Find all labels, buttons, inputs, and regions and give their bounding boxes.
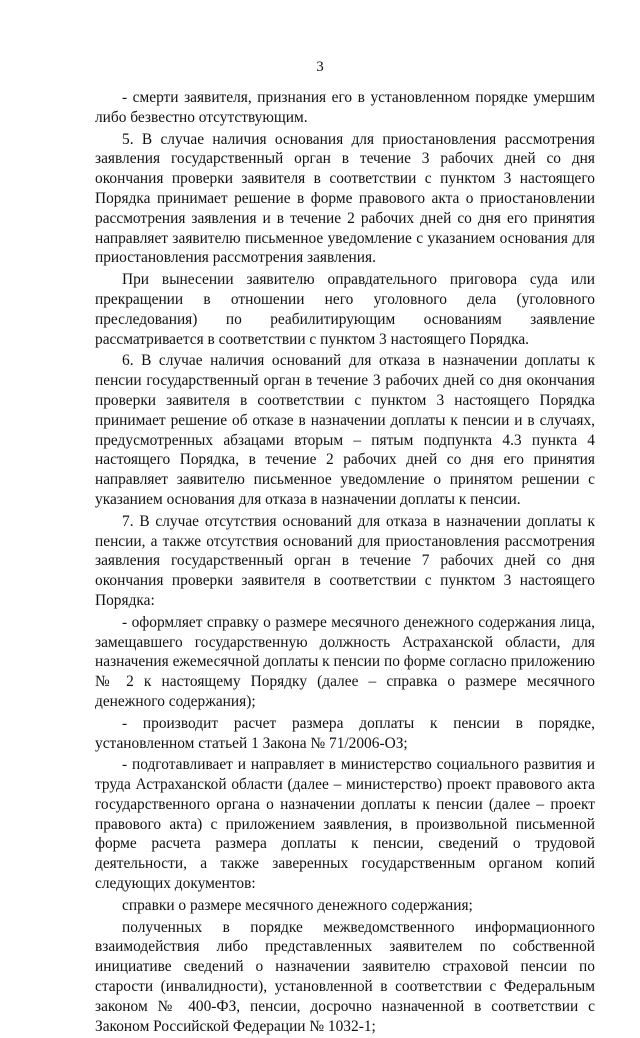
paragraph-pension-info: полученных в порядке межведомственного информационного взаимодействия либо представленных заявителем по собственной инициативе сведений о назначении заявителю страховой пенсии по старости (инвалидности), установленной в соответствии с Федеральным законом № 400-ФЗ, пенсии, досрочно назначенной в соответствии с Законом Российской Федерации № 1032-1; [95,918,595,1035]
paragraph-item-5: 5. В случае наличия основания для приостановления рассмотрения заявления государственный орган в течение 3 рабочих дней со дня окончания проверки заявителя в соответствии с пунктом 3 настоящего Порядка принимает решение в форме правового акта о приостановлении рассмотрения заявления и в течение 2 рабочих дней со дня его принятия направляет заявителю письменное уведомление с указанием основания для приостановления рассмотрения заявления. [95,130,595,267]
paragraph-certificates: справки о размере месячного денежного содержания; [122,896,473,914]
paragraph-item-6: 6. В случае наличия оснований для отказа в назначении доплаты к пенсии государственный орган в течение 3 рабочих дней со дня окончания проверки заявителя в соответствии с пунктом 3 настоящего Порядка принимает решение об отказе в назначении доплаты к пенсии и в случаях, предусмотренных абзацами вторым – пятым подпункта 4.3 пункта 4 настоящего Порядка, в течение 2 рабочих дней со дня его принятия направляет заявителю письменное уведомление о принятом решении с указанием основания для отказа в назначении доплаты к пенсии. [95,352,595,508]
paragraph-acquittal: При вынесении заявителю оправдательного приговора суда или прекращении в отношении него уголовного дела (уголовного преследования) по реабилитирующим основаниям заявление рассматривается в соответствии с пунктом 3 настоящего Порядка. [95,271,595,348]
document-body [95,88,595,1038]
paragraph-draft-act: - подготавливает и направляет в министерство социального развития и труда Астраханской области (далее – министерство) проект правового акта государственного органа о назначении доплаты к пенсии (далее – проект правового акта) с приложением заявления, в произвольной письменной форме расчета размера доплаты к пенсии, сведений о трудовой деятельности, а также заверенных государственным органом копий следующих документов: [95,756,595,893]
paragraph-salary-certificate: - оформляет справку о размере месячного денежного содержания лица, замещавшего государственную должность Астраханской области, для назначения ежемесячной доплаты к пенсии по форме согласно приложению № 2 к настоящему Порядку (далее – справка о размере месячного денежного содержания); [95,613,595,710]
paragraph-calculation: - производит расчет размера доплаты к пенсии в порядке, установленном статьей 1 Закона № 71/2006-ОЗ; [95,714,595,752]
paragraph-death-clause: - смерти заявителя, признания его в установленном порядке умершим либо безвестно отсутствующим. [95,89,595,126]
page-number: 3 [316,59,324,75]
paragraph-item-7: 7. В случае отсутствия оснований для отказа в назначении доплаты к пенсии, а также отсутствия оснований для приостановления рассмотрения заявления государственный орган в течение 7 рабочих дней со дня окончания проверки заявителя в соответствии с пунктом 3 настоящего Порядка: [95,512,595,609]
